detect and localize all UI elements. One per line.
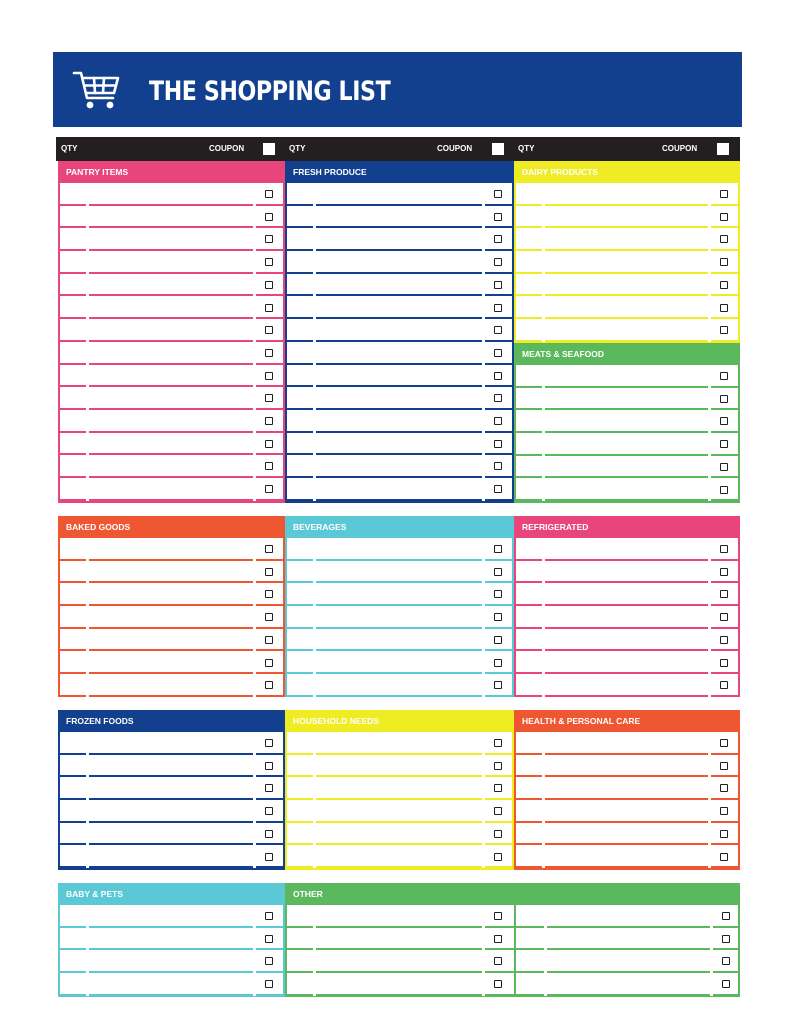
qty-separator — [544, 994, 547, 996]
coupon-checkbox[interactable] — [720, 463, 728, 471]
coupon-separator — [710, 994, 713, 996]
coupon-checkbox[interactable] — [720, 784, 728, 792]
list-row[interactable] — [514, 538, 740, 561]
coupon-checkbox[interactable] — [720, 830, 728, 838]
coupon-checkbox[interactable] — [720, 636, 728, 644]
qty-label: QTY — [61, 144, 78, 153]
list-row[interactable] — [285, 365, 514, 388]
section-health-personal-care — [514, 710, 740, 870]
coupon-checkbox[interactable] — [720, 395, 728, 403]
coupon-checkbox[interactable] — [720, 762, 728, 770]
coupon-checkbox[interactable] — [720, 440, 728, 448]
list-row[interactable] — [58, 410, 285, 433]
list-row[interactable] — [58, 561, 285, 584]
list-row[interactable] — [285, 251, 514, 274]
coupon-checkbox[interactable] — [494, 372, 502, 380]
section-title: MEATS & SEAFOOD — [516, 343, 738, 365]
list-row[interactable] — [58, 800, 285, 823]
list-row[interactable] — [285, 387, 514, 410]
coupon-checkbox[interactable] — [265, 213, 273, 221]
coupon-checkbox[interactable] — [265, 568, 273, 576]
coupon-checkbox[interactable] — [494, 440, 502, 448]
qty-label: QTY — [289, 144, 306, 153]
list-row[interactable] — [514, 228, 740, 251]
coupon-checkbox[interactable] — [494, 739, 502, 747]
list-row[interactable] — [285, 433, 514, 456]
coupon-checkbox[interactable] — [720, 304, 728, 312]
list-row[interactable] — [514, 928, 740, 951]
coupon-checkbox[interactable] — [494, 326, 502, 334]
coupon-checkbox[interactable] — [720, 739, 728, 747]
coupon-checkbox[interactable] — [265, 258, 273, 266]
coupon-checkbox[interactable] — [720, 281, 728, 289]
qty-separator — [542, 695, 545, 697]
list-row[interactable] — [285, 755, 514, 778]
coupon-checkbox[interactable] — [720, 417, 728, 425]
list-row[interactable] — [285, 732, 514, 755]
coupon-checkbox[interactable] — [720, 235, 728, 243]
section-household-needs — [285, 710, 514, 870]
list-row[interactable] — [514, 674, 740, 697]
list-row[interactable] — [514, 800, 740, 823]
list-row[interactable] — [58, 433, 285, 456]
list-row[interactable] — [58, 846, 285, 869]
list-row[interactable] — [58, 652, 285, 675]
coupon-checkbox[interactable] — [494, 281, 502, 289]
coupon-checkbox[interactable] — [265, 807, 273, 815]
coupon-checkbox[interactable] — [494, 762, 502, 770]
coupon-checkbox[interactable] — [720, 853, 728, 861]
coupon-checkbox[interactable] — [722, 980, 730, 988]
coupon-label: COUPON — [662, 144, 698, 153]
coupon-checkbox[interactable] — [494, 957, 502, 965]
coupon-checkbox[interactable] — [494, 545, 502, 553]
coupon-checkbox[interactable] — [494, 190, 502, 198]
list-row[interactable] — [514, 777, 740, 800]
coupon-checkbox[interactable] — [265, 784, 273, 792]
list-row[interactable] — [285, 800, 514, 823]
coupon-checkbox[interactable] — [720, 326, 728, 334]
list-row[interactable] — [285, 342, 514, 365]
qty-separator — [86, 866, 89, 868]
coupon-separator — [482, 866, 485, 868]
list-row[interactable] — [514, 410, 740, 433]
section-title: BEVERAGES — [287, 516, 512, 538]
list-row[interactable] — [514, 388, 740, 411]
qty-separator — [313, 695, 316, 697]
qty-label: QTY — [518, 144, 535, 153]
coupon-checkbox[interactable] — [265, 281, 273, 289]
list-row[interactable] — [285, 928, 514, 951]
section-title: HEALTH & PERSONAL CARE — [516, 710, 738, 732]
list-row[interactable] — [514, 319, 740, 342]
coupon-checkbox[interactable] — [494, 807, 502, 815]
list-row[interactable] — [285, 950, 514, 973]
qty-separator — [313, 866, 316, 868]
coupon-checkbox[interactable] — [265, 485, 273, 493]
list-row[interactable] — [285, 538, 514, 561]
list-row[interactable] — [285, 478, 514, 501]
list-row[interactable] — [58, 387, 285, 410]
section-title: FRESH PRODUCE — [287, 161, 512, 183]
coupon-checkbox[interactable] — [265, 853, 273, 861]
list-row[interactable] — [58, 950, 285, 973]
coupon-checkbox[interactable] — [494, 304, 502, 312]
coupon-separator — [253, 499, 256, 501]
list-row[interactable] — [285, 455, 514, 478]
list-row[interactable] — [58, 206, 285, 229]
coupon-checkbox[interactable] — [720, 258, 728, 266]
section-baby-pets — [58, 883, 285, 997]
coupon-checkbox[interactable] — [717, 143, 729, 155]
list-row[interactable] — [285, 846, 514, 869]
list-row[interactable] — [285, 823, 514, 846]
coupon-checkbox[interactable] — [494, 636, 502, 644]
list-row[interactable] — [514, 365, 740, 388]
section-meats-seafood — [514, 343, 740, 503]
list-row[interactable] — [514, 561, 740, 584]
coupon-checkbox[interactable] — [494, 394, 502, 402]
list-row[interactable] — [58, 183, 285, 206]
column-header-bar — [56, 137, 740, 161]
coupon-checkbox[interactable] — [494, 485, 502, 493]
page-title: THE SHOPPING LIST — [149, 76, 391, 107]
list-row[interactable] — [285, 652, 514, 675]
list-row[interactable] — [58, 478, 285, 501]
coupon-checkbox[interactable] — [494, 213, 502, 221]
qty-separator — [313, 499, 316, 501]
coupon-checkbox[interactable] — [265, 326, 273, 334]
coupon-checkbox[interactable] — [265, 440, 273, 448]
coupon-checkbox[interactable] — [720, 590, 728, 598]
coupon-checkbox[interactable] — [720, 486, 728, 494]
list-row[interactable] — [58, 823, 285, 846]
section-title: BAKED GOODS — [60, 516, 283, 538]
column-header-1 — [56, 137, 284, 161]
column-header-2 — [284, 137, 513, 161]
coupon-label: COUPON — [209, 144, 245, 153]
coupon-checkbox[interactable] — [265, 417, 273, 425]
coupon-checkbox[interactable] — [265, 739, 273, 747]
section-frozen-foods — [58, 710, 285, 870]
coupon-checkbox[interactable] — [720, 659, 728, 667]
coupon-separator — [708, 866, 711, 868]
list-row[interactable] — [58, 583, 285, 606]
coupon-checkbox[interactable] — [494, 681, 502, 689]
coupon-checkbox[interactable] — [494, 659, 502, 667]
list-row[interactable] — [514, 973, 740, 996]
list-row[interactable] — [58, 228, 285, 251]
coupon-checkbox[interactable] — [720, 213, 728, 221]
coupon-checkbox[interactable] — [720, 681, 728, 689]
coupon-checkbox[interactable] — [265, 912, 273, 920]
list-row[interactable] — [285, 319, 514, 342]
list-row[interactable] — [285, 606, 514, 629]
section-beverages — [285, 516, 514, 697]
coupon-checkbox[interactable] — [265, 462, 273, 470]
list-row[interactable] — [58, 297, 285, 320]
qty-separator — [542, 866, 545, 868]
section-dairy-products — [514, 161, 740, 343]
coupon-checkbox[interactable] — [265, 190, 273, 198]
coupon-checkbox[interactable] — [265, 304, 273, 312]
list-row[interactable] — [58, 777, 285, 800]
coupon-separator — [708, 340, 711, 342]
coupon-checkbox[interactable] — [494, 417, 502, 425]
list-row[interactable] — [285, 905, 514, 928]
section-title: FROZEN FOODS — [60, 710, 283, 732]
coupon-checkbox[interactable] — [722, 935, 730, 943]
list-row[interactable] — [58, 732, 285, 755]
column-header-3 — [513, 137, 740, 161]
coupon-checkbox[interactable] — [722, 912, 730, 920]
coupon-separator — [482, 695, 485, 697]
list-row[interactable] — [58, 606, 285, 629]
list-row[interactable] — [514, 456, 740, 479]
list-row[interactable] — [514, 251, 740, 274]
section-title: PANTRY ITEMS — [60, 161, 283, 183]
coupon-checkbox[interactable] — [494, 258, 502, 266]
coupon-checkbox[interactable] — [265, 681, 273, 689]
coupon-checkbox[interactable] — [494, 784, 502, 792]
list-row[interactable] — [285, 583, 514, 606]
list-row[interactable] — [285, 297, 514, 320]
list-row[interactable] — [514, 732, 740, 755]
list-row[interactable] — [58, 928, 285, 951]
list-row[interactable] — [285, 777, 514, 800]
coupon-checkbox[interactable] — [265, 980, 273, 988]
section-pantry-items — [58, 161, 285, 503]
coupon-checkbox[interactable] — [265, 372, 273, 380]
list-row[interactable] — [58, 905, 285, 928]
list-row[interactable] — [514, 206, 740, 229]
coupon-separator — [708, 499, 711, 501]
coupon-separator — [482, 499, 485, 501]
coupon-checkbox[interactable] — [265, 659, 273, 667]
coupon-checkbox[interactable] — [265, 935, 273, 943]
list-row[interactable] — [285, 561, 514, 584]
qty-separator — [542, 340, 545, 342]
list-row[interactable] — [58, 629, 285, 652]
coupon-checkbox[interactable] — [265, 830, 273, 838]
list-row[interactable] — [514, 823, 740, 846]
list-row[interactable] — [58, 538, 285, 561]
list-row[interactable] — [514, 606, 740, 629]
section-other — [285, 883, 740, 997]
list-row[interactable] — [514, 652, 740, 675]
coupon-separator — [482, 994, 485, 996]
coupon-checkbox[interactable] — [265, 613, 273, 621]
section-title: REFRIGERATED — [516, 516, 738, 538]
list-row[interactable] — [58, 755, 285, 778]
list-row[interactable] — [58, 274, 285, 297]
coupon-checkbox[interactable] — [720, 190, 728, 198]
coupon-checkbox[interactable] — [720, 568, 728, 576]
section-refrigerated — [514, 516, 740, 697]
list-row[interactable] — [514, 433, 740, 456]
coupon-checkbox[interactable] — [492, 143, 504, 155]
list-row[interactable] — [514, 950, 740, 973]
coupon-checkbox[interactable] — [263, 143, 275, 155]
list-row[interactable] — [58, 319, 285, 342]
list-row[interactable] — [514, 629, 740, 652]
coupon-checkbox[interactable] — [265, 957, 273, 965]
qty-separator — [86, 994, 89, 996]
list-row[interactable] — [514, 297, 740, 320]
coupon-separator — [253, 695, 256, 697]
list-row[interactable] — [285, 274, 514, 297]
coupon-separator — [253, 866, 256, 868]
section-title: BABY & PETS — [60, 883, 283, 905]
coupon-checkbox[interactable] — [494, 613, 502, 621]
list-row[interactable] — [285, 206, 514, 229]
coupon-checkbox[interactable] — [720, 807, 728, 815]
qty-separator — [86, 695, 89, 697]
list-row[interactable] — [285, 973, 514, 996]
section-title: OTHER — [287, 883, 738, 905]
list-row[interactable] — [514, 274, 740, 297]
list-row[interactable] — [285, 228, 514, 251]
coupon-checkbox[interactable] — [494, 568, 502, 576]
list-row[interactable] — [285, 410, 514, 433]
qty-separator — [86, 499, 89, 501]
shopping-cart-icon — [72, 68, 122, 112]
list-row[interactable] — [285, 183, 514, 206]
coupon-separator — [253, 994, 256, 996]
coupon-checkbox[interactable] — [720, 613, 728, 621]
list-row[interactable] — [58, 365, 285, 388]
list-row[interactable] — [514, 183, 740, 206]
coupon-label: COUPON — [437, 144, 473, 153]
qty-separator — [542, 499, 545, 501]
list-row[interactable] — [514, 583, 740, 606]
section-baked-goods — [58, 516, 285, 697]
coupon-checkbox[interactable] — [494, 912, 502, 920]
coupon-checkbox[interactable] — [494, 830, 502, 838]
coupon-checkbox[interactable] — [494, 935, 502, 943]
coupon-checkbox[interactable] — [494, 980, 502, 988]
list-row[interactable] — [58, 455, 285, 478]
coupon-checkbox[interactable] — [265, 235, 273, 243]
coupon-checkbox[interactable] — [720, 545, 728, 553]
list-row[interactable] — [285, 629, 514, 652]
list-row[interactable] — [285, 674, 514, 697]
list-row[interactable] — [58, 251, 285, 274]
coupon-checkbox[interactable] — [265, 636, 273, 644]
list-row[interactable] — [58, 973, 285, 996]
coupon-checkbox[interactable] — [265, 590, 273, 598]
qty-separator — [313, 994, 316, 996]
list-row[interactable] — [514, 905, 740, 928]
coupon-checkbox[interactable] — [265, 394, 273, 402]
coupon-checkbox[interactable] — [720, 372, 728, 380]
list-row[interactable] — [514, 479, 740, 502]
coupon-checkbox[interactable] — [265, 349, 273, 357]
section-title: DAIRY PRODUCTS — [516, 161, 738, 183]
coupon-separator — [708, 695, 711, 697]
section-title: HOUSEHOLD NEEDS — [287, 710, 512, 732]
list-row[interactable] — [58, 342, 285, 365]
list-row[interactable] — [514, 755, 740, 778]
coupon-checkbox[interactable] — [722, 957, 730, 965]
coupon-checkbox[interactable] — [494, 349, 502, 357]
coupon-checkbox[interactable] — [494, 590, 502, 598]
coupon-checkbox[interactable] — [265, 762, 273, 770]
coupon-checkbox[interactable] — [494, 462, 502, 470]
list-row[interactable] — [514, 846, 740, 869]
coupon-checkbox[interactable] — [494, 853, 502, 861]
coupon-checkbox[interactable] — [265, 545, 273, 553]
section-fresh-produce — [285, 161, 514, 503]
list-row[interactable] — [58, 674, 285, 697]
coupon-checkbox[interactable] — [494, 235, 502, 243]
